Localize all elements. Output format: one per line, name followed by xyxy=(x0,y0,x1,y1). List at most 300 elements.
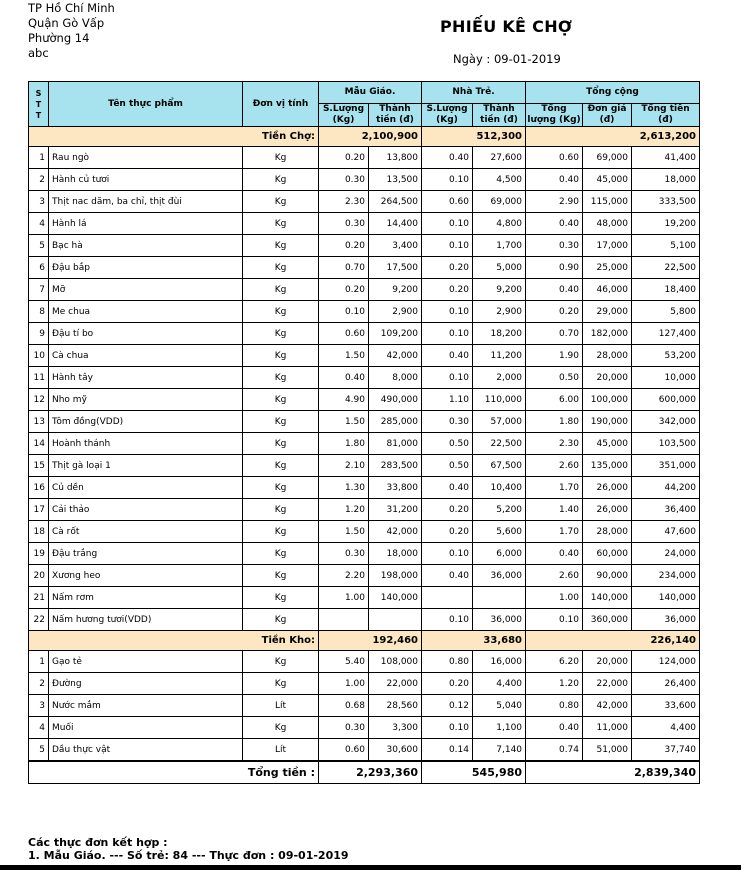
row-name: Đậu tí bo xyxy=(49,323,243,345)
row-nt-amount: 22,500 xyxy=(473,433,526,455)
row-unit: Kg xyxy=(243,543,319,565)
row-unit: Kg xyxy=(243,213,319,235)
row-total-amount: 19,200 xyxy=(632,213,700,235)
table-row xyxy=(29,521,700,543)
row-unit: Kg xyxy=(243,389,319,411)
row-total-qty: 0.70 xyxy=(526,323,583,345)
row-stt: 4 xyxy=(29,213,49,235)
row-nt-amount: 5,040 xyxy=(473,695,526,717)
col-nt-amount: Thành tiền (đ) xyxy=(473,104,526,127)
row-stt: 10 xyxy=(29,345,49,367)
row-total-amount: 351,000 xyxy=(632,455,700,477)
row-total-qty: 0.50 xyxy=(526,367,583,389)
row-mg-amount: 42,000 xyxy=(369,521,422,543)
row-name: Me chua xyxy=(49,301,243,323)
row-nt-amount: 9,200 xyxy=(473,279,526,301)
table-row xyxy=(29,739,700,762)
row-mg-qty: 2.10 xyxy=(319,455,369,477)
row-mg-qty: 0.10 xyxy=(319,301,369,323)
row-mg-amount: 3,300 xyxy=(369,717,422,739)
row-stt: 18 xyxy=(29,521,49,543)
row-unit: Kg xyxy=(243,279,319,301)
row-unit-price: 46,000 xyxy=(583,279,632,301)
row-unit-price: 29,000 xyxy=(583,301,632,323)
row-total-qty: 0.40 xyxy=(526,169,583,191)
row-nt-amount: 2,000 xyxy=(473,367,526,389)
col-name: Tên thực phẩm xyxy=(49,82,243,127)
row-total-amount: 33,600 xyxy=(632,695,700,717)
col-total-qty: Tổng lượng (Kg) xyxy=(527,104,581,125)
row-mg-qty: 0.20 xyxy=(319,147,369,169)
section-label: Tiền Kho: xyxy=(29,631,319,651)
row-mg-qty: 0.30 xyxy=(319,717,369,739)
row-mg-qty: 2.30 xyxy=(319,191,369,213)
row-total-amount: 47,600 xyxy=(632,521,700,543)
table-row xyxy=(29,367,700,389)
row-nt-amount xyxy=(473,587,526,609)
table-row xyxy=(29,147,700,169)
row-total-qty: 0.40 xyxy=(526,279,583,301)
row-nt-amount: 69,000 xyxy=(473,191,526,213)
row-mg-amount: 108,000 xyxy=(369,651,422,673)
row-unit: Kg xyxy=(243,651,319,673)
row-total-amount: 26,400 xyxy=(632,673,700,695)
row-unit-price: 26,000 xyxy=(583,499,632,521)
row-name: Nước mắm xyxy=(49,695,243,717)
row-name: Bạc hà xyxy=(49,235,243,257)
section-nt-amount: 512,300 xyxy=(422,127,526,147)
row-name: Nấm hương tươi(VDD) xyxy=(49,609,243,631)
row-total-amount: 36,000 xyxy=(632,609,700,631)
row-mg-amount: 140,000 xyxy=(369,587,422,609)
row-unit-price: 25,000 xyxy=(583,257,632,279)
row-nt-qty xyxy=(422,587,473,609)
row-mg-qty: 0.60 xyxy=(319,323,369,345)
row-name: Cà rốt xyxy=(49,521,243,543)
row-mg-qty: 0.20 xyxy=(319,279,369,301)
row-total-amount: 124,000 xyxy=(632,651,700,673)
col-unit: Đơn vị tính xyxy=(243,82,319,127)
row-stt: 2 xyxy=(29,673,49,695)
col-group-mau-giao: Mẫu Giáo. xyxy=(319,82,422,104)
row-mg-amount: 285,000 xyxy=(369,411,422,433)
row-name: Nho mỹ xyxy=(49,389,243,411)
row-nt-qty: 0.10 xyxy=(422,609,473,631)
row-total-amount: 18,400 xyxy=(632,279,700,301)
row-stt: 14 xyxy=(29,433,49,455)
row-unit: Kg xyxy=(243,673,319,695)
row-mg-qty: 0.70 xyxy=(319,257,369,279)
row-stt: 15 xyxy=(29,455,49,477)
row-nt-amount: 5,000 xyxy=(473,257,526,279)
row-total-qty: 1.90 xyxy=(526,345,583,367)
row-unit: Kg xyxy=(243,301,319,323)
row-nt-qty: 0.40 xyxy=(422,565,473,587)
row-nt-amount: 36,000 xyxy=(473,609,526,631)
footer-notes xyxy=(28,836,349,862)
row-mg-qty: 2.20 xyxy=(319,565,369,587)
row-stt: 5 xyxy=(29,235,49,257)
table-row xyxy=(29,433,700,455)
row-total-qty: 0.40 xyxy=(526,717,583,739)
row-total-amount: 5,100 xyxy=(632,235,700,257)
grand-total-all: 2,839,340 xyxy=(526,761,700,784)
row-total-qty: 0.40 xyxy=(526,543,583,565)
table-row xyxy=(29,279,700,301)
row-nt-qty: 0.10 xyxy=(422,543,473,565)
row-unit-price: 190,000 xyxy=(583,411,632,433)
row-total-qty: 0.20 xyxy=(526,301,583,323)
row-name: Tôm đồng(VDD) xyxy=(49,411,243,433)
row-total-amount: 342,000 xyxy=(632,411,700,433)
row-nt-amount: 6,000 xyxy=(473,543,526,565)
row-nt-amount: 67,500 xyxy=(473,455,526,477)
table-row xyxy=(29,411,700,433)
row-nt-qty: 0.50 xyxy=(422,455,473,477)
row-unit-price: 90,000 xyxy=(583,565,632,587)
row-mg-qty: 0.30 xyxy=(319,213,369,235)
row-mg-qty: 1.50 xyxy=(319,411,369,433)
row-unit-price: 140,000 xyxy=(583,587,632,609)
row-nt-amount: 18,200 xyxy=(473,323,526,345)
row-unit-price: 51,000 xyxy=(583,739,632,762)
row-nt-amount: 7,140 xyxy=(473,739,526,762)
row-stt: 21 xyxy=(29,587,49,609)
row-total-amount: 140,000 xyxy=(632,587,700,609)
row-mg-qty: 0.40 xyxy=(319,367,369,389)
col-group-nha-tre: Nhà Trẻ. xyxy=(422,82,526,104)
row-unit: Kg xyxy=(243,147,319,169)
row-nt-qty: 0.10 xyxy=(422,717,473,739)
row-unit-price: 60,000 xyxy=(583,543,632,565)
row-name: Muối xyxy=(49,717,243,739)
row-nt-qty: 0.20 xyxy=(422,499,473,521)
row-stt: 20 xyxy=(29,565,49,587)
row-mg-amount: 81,000 xyxy=(369,433,422,455)
row-mg-amount: 30,600 xyxy=(369,739,422,762)
market-list-table xyxy=(28,81,700,784)
row-mg-amount: 13,800 xyxy=(369,147,422,169)
row-stt: 7 xyxy=(29,279,49,301)
row-total-qty: 1.40 xyxy=(526,499,583,521)
table-row xyxy=(29,301,700,323)
row-nt-qty: 0.10 xyxy=(422,323,473,345)
grand-total-row xyxy=(29,761,700,784)
row-mg-qty xyxy=(319,609,369,631)
row-mg-qty: 1.80 xyxy=(319,433,369,455)
grand-total-label: Tổng tiền : xyxy=(29,761,319,784)
row-mg-amount: 22,000 xyxy=(369,673,422,695)
row-unit: Kg xyxy=(243,323,319,345)
row-mg-amount: 42,000 xyxy=(369,345,422,367)
table-row xyxy=(29,695,700,717)
ward-label: Phường 14 xyxy=(28,31,90,45)
row-nt-qty: 0.10 xyxy=(422,235,473,257)
row-unit: Kg xyxy=(243,477,319,499)
row-nt-qty: 0.80 xyxy=(422,651,473,673)
row-stt: 9 xyxy=(29,323,49,345)
row-mg-amount: 31,200 xyxy=(369,499,422,521)
col-total-amount: Tổng tiền (đ) xyxy=(632,104,700,127)
row-nt-qty: 0.10 xyxy=(422,301,473,323)
col-mg-qty: S.Lượng (Kg) xyxy=(319,104,369,127)
row-stt: 22 xyxy=(29,609,49,631)
row-total-amount: 234,000 xyxy=(632,565,700,587)
row-unit-price: 48,000 xyxy=(583,213,632,235)
row-total-qty: 0.80 xyxy=(526,695,583,717)
row-total-qty: 6.00 xyxy=(526,389,583,411)
row-stt: 5 xyxy=(29,739,49,762)
page-title: PHIẾU KÊ CHỢ xyxy=(440,17,573,36)
row-stt: 1 xyxy=(29,651,49,673)
row-unit-price: 20,000 xyxy=(583,651,632,673)
row-nt-qty: 0.20 xyxy=(422,279,473,301)
row-unit: Kg xyxy=(243,191,319,213)
row-name: Gạo tẻ xyxy=(49,651,243,673)
row-mg-qty: 1.00 xyxy=(319,587,369,609)
row-name: Hành lá xyxy=(49,213,243,235)
row-nt-qty: 0.20 xyxy=(422,673,473,695)
table-row xyxy=(29,169,700,191)
row-mg-qty: 0.60 xyxy=(319,739,369,762)
row-mg-amount xyxy=(369,609,422,631)
table-row xyxy=(29,191,700,213)
row-mg-amount: 33,800 xyxy=(369,477,422,499)
row-mg-amount: 14,400 xyxy=(369,213,422,235)
row-total-amount: 103,500 xyxy=(632,433,700,455)
table-row xyxy=(29,499,700,521)
row-nt-amount: 2,900 xyxy=(473,301,526,323)
row-total-qty: 0.30 xyxy=(526,235,583,257)
col-nt-qty: S.Lượng (Kg) xyxy=(422,104,473,127)
row-nt-qty: 0.40 xyxy=(422,477,473,499)
row-unit: Kg xyxy=(243,169,319,191)
row-nt-qty: 1.10 xyxy=(422,389,473,411)
row-total-qty: 1.20 xyxy=(526,673,583,695)
row-unit: Kg xyxy=(243,609,319,631)
row-mg-amount: 490,000 xyxy=(369,389,422,411)
row-nt-qty: 0.60 xyxy=(422,191,473,213)
row-total-qty: 0.74 xyxy=(526,739,583,762)
row-unit: Kg xyxy=(243,717,319,739)
row-mg-amount: 283,500 xyxy=(369,455,422,477)
row-stt: 6 xyxy=(29,257,49,279)
section-row xyxy=(29,127,700,147)
table-row xyxy=(29,389,700,411)
row-total-amount: 44,200 xyxy=(632,477,700,499)
grand-total-nt: 545,980 xyxy=(422,761,526,784)
row-name: Củ dền xyxy=(49,477,243,499)
row-unit-price: 45,000 xyxy=(583,433,632,455)
row-nt-amount: 36,000 xyxy=(473,565,526,587)
row-unit: Kg xyxy=(243,433,319,455)
row-nt-qty: 0.14 xyxy=(422,739,473,762)
row-total-qty: 2.60 xyxy=(526,455,583,477)
row-unit-price: 69,000 xyxy=(583,147,632,169)
row-stt: 4 xyxy=(29,717,49,739)
row-total-amount: 127,400 xyxy=(632,323,700,345)
table-body xyxy=(29,127,700,784)
row-name: Nấm rơm xyxy=(49,587,243,609)
row-unit: Kg xyxy=(243,499,319,521)
row-mg-qty: 5.40 xyxy=(319,651,369,673)
row-unit-price: 11,000 xyxy=(583,717,632,739)
table-row xyxy=(29,609,700,631)
table-row xyxy=(29,651,700,673)
row-nt-amount: 4,500 xyxy=(473,169,526,191)
row-unit: Kg xyxy=(243,345,319,367)
table-row xyxy=(29,213,700,235)
row-name: Đậu trắng xyxy=(49,543,243,565)
row-unit-price: 100,000 xyxy=(583,389,632,411)
row-stt: 12 xyxy=(29,389,49,411)
col-mg-amount: Thành tiền (đ) xyxy=(369,104,422,127)
row-unit: Kg xyxy=(243,455,319,477)
row-total-qty: 2.90 xyxy=(526,191,583,213)
row-nt-amount: 57,000 xyxy=(473,411,526,433)
table-row xyxy=(29,345,700,367)
row-stt: 2 xyxy=(29,169,49,191)
table-row xyxy=(29,717,700,739)
row-mg-qty: 0.20 xyxy=(319,235,369,257)
row-nt-amount: 16,000 xyxy=(473,651,526,673)
row-nt-amount: 1,100 xyxy=(473,717,526,739)
row-mg-qty: 0.30 xyxy=(319,543,369,565)
section-mg-amount: 2,100,900 xyxy=(319,127,422,147)
page-bottom-bar xyxy=(0,865,741,870)
row-total-amount: 37,740 xyxy=(632,739,700,762)
row-stt: 17 xyxy=(29,499,49,521)
row-unit-price: 22,000 xyxy=(583,673,632,695)
row-unit-price: 42,000 xyxy=(583,695,632,717)
row-mg-amount: 17,500 xyxy=(369,257,422,279)
table-row xyxy=(29,257,700,279)
row-nt-amount: 4,800 xyxy=(473,213,526,235)
row-total-amount: 10,000 xyxy=(632,367,700,389)
row-nt-amount: 10,400 xyxy=(473,477,526,499)
grand-total-mg: 2,293,360 xyxy=(319,761,422,784)
row-nt-qty: 0.10 xyxy=(422,367,473,389)
row-name: Đường xyxy=(49,673,243,695)
row-unit-price: 26,000 xyxy=(583,477,632,499)
col-stt: S T T xyxy=(29,82,49,127)
table-row xyxy=(29,477,700,499)
row-total-amount: 4,400 xyxy=(632,717,700,739)
row-total-qty: 2.30 xyxy=(526,433,583,455)
row-unit-price: 135,000 xyxy=(583,455,632,477)
footer-line: 1. Mẫu Giáo. --- Số trẻ: 84 --- Thực đơn : 09-01-2019 xyxy=(28,849,349,862)
row-mg-amount: 2,900 xyxy=(369,301,422,323)
row-nt-amount: 4,400 xyxy=(473,673,526,695)
section-total-amount: 226,140 xyxy=(526,631,700,651)
row-mg-qty: 1.20 xyxy=(319,499,369,521)
row-unit-price: 360,000 xyxy=(583,609,632,631)
row-total-amount: 5,800 xyxy=(632,301,700,323)
row-mg-qty: 1.00 xyxy=(319,673,369,695)
row-mg-amount: 8,000 xyxy=(369,367,422,389)
section-row xyxy=(29,631,700,651)
row-name: Mỡ xyxy=(49,279,243,301)
row-nt-qty: 0.10 xyxy=(422,169,473,191)
row-stt: 11 xyxy=(29,367,49,389)
section-total-amount: 2,613,200 xyxy=(526,127,700,147)
row-mg-qty: 0.68 xyxy=(319,695,369,717)
row-total-qty: 1.70 xyxy=(526,521,583,543)
table-row xyxy=(29,323,700,345)
row-total-amount: 333,500 xyxy=(632,191,700,213)
row-total-qty: 0.10 xyxy=(526,609,583,631)
row-name: Đậu bắp xyxy=(49,257,243,279)
row-nt-amount: 5,600 xyxy=(473,521,526,543)
row-name: Dầu thực vật xyxy=(49,739,243,762)
row-mg-amount: 9,200 xyxy=(369,279,422,301)
row-mg-amount: 264,500 xyxy=(369,191,422,213)
date-label: Ngày : 09-01-2019 xyxy=(453,52,561,66)
row-total-qty: 6.20 xyxy=(526,651,583,673)
section-nt-amount: 33,680 xyxy=(422,631,526,651)
col-group-total: Tổng cộng xyxy=(526,82,700,104)
table-row xyxy=(29,455,700,477)
row-stt: 19 xyxy=(29,543,49,565)
row-stt: 3 xyxy=(29,191,49,213)
row-stt: 1 xyxy=(29,147,49,169)
table-row xyxy=(29,543,700,565)
row-nt-amount: 5,200 xyxy=(473,499,526,521)
row-stt: 13 xyxy=(29,411,49,433)
row-name: Hành củ tươi xyxy=(49,169,243,191)
row-unit-price: 45,000 xyxy=(583,169,632,191)
row-stt: 3 xyxy=(29,695,49,717)
row-unit-price: 28,000 xyxy=(583,345,632,367)
table-row xyxy=(29,235,700,257)
row-nt-qty: 0.30 xyxy=(422,411,473,433)
row-unit: Kg xyxy=(243,565,319,587)
row-unit: Kg xyxy=(243,367,319,389)
row-name: Cà chua xyxy=(49,345,243,367)
row-name: Rau ngò xyxy=(49,147,243,169)
table-row xyxy=(29,565,700,587)
row-nt-qty: 0.20 xyxy=(422,257,473,279)
row-total-amount: 41,400 xyxy=(632,147,700,169)
row-total-qty: 0.40 xyxy=(526,213,583,235)
row-nt-amount: 11,200 xyxy=(473,345,526,367)
row-nt-qty: 0.20 xyxy=(422,521,473,543)
row-total-qty: 2.60 xyxy=(526,565,583,587)
row-mg-amount: 3,400 xyxy=(369,235,422,257)
row-nt-qty: 0.10 xyxy=(422,213,473,235)
table-row xyxy=(29,587,700,609)
section-mg-amount: 192,460 xyxy=(319,631,422,651)
row-unit-price: 115,000 xyxy=(583,191,632,213)
row-stt: 8 xyxy=(29,301,49,323)
row-total-qty: 1.00 xyxy=(526,587,583,609)
row-mg-qty: 0.30 xyxy=(319,169,369,191)
row-unit-price: 182,000 xyxy=(583,323,632,345)
row-stt: 16 xyxy=(29,477,49,499)
row-mg-amount: 18,000 xyxy=(369,543,422,565)
row-unit: Kg xyxy=(243,235,319,257)
row-unit: Kg xyxy=(243,521,319,543)
row-mg-amount: 109,200 xyxy=(369,323,422,345)
row-name: Thịt nac dăm, ba chỉ, thịt đùi xyxy=(49,191,243,213)
row-total-amount: 53,200 xyxy=(632,345,700,367)
col-unit-price: Đơn giá (đ) xyxy=(583,104,632,127)
row-unit-price: 17,000 xyxy=(583,235,632,257)
city-label: TP Hồ Chí Minh xyxy=(28,1,115,15)
row-nt-qty: 0.12 xyxy=(422,695,473,717)
row-unit-price: 28,000 xyxy=(583,521,632,543)
row-unit: Lít xyxy=(243,739,319,762)
